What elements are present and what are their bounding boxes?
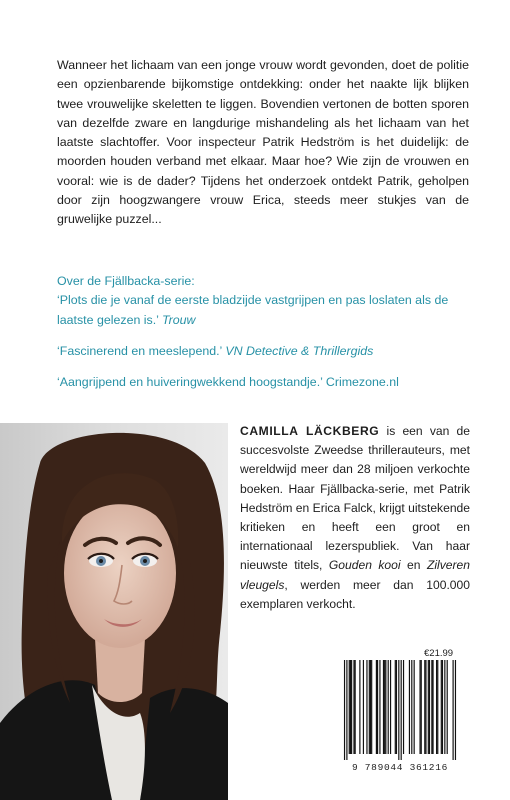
review-quotes [57,272,477,392]
barcode-bar [379,660,380,754]
barcode-bar [428,660,429,754]
barcode-bar [455,660,456,760]
barcode-bar [377,660,378,754]
barcode-bar [432,660,433,754]
barcode-bar [411,660,412,754]
review-quote-1 [57,291,477,330]
barcode-bar [383,660,384,754]
barcode-bar [359,660,360,754]
barcode-bar [351,660,352,754]
barcode-bar [390,660,391,754]
barcode-bar [421,660,422,754]
barcode-bar [369,660,370,754]
barcode-bar [353,660,354,754]
barcode-bar [376,660,377,754]
review-quote-2-text: ‘Fascinerend en meeslepend.’ [57,343,222,358]
barcode-bar [350,660,351,754]
review-quote-2-source: VN Detective & Thrillergids [225,343,374,358]
barcode-bar [425,660,426,754]
barcode-bar [344,660,345,760]
barcode-bar [414,660,415,754]
book-title-1: Gouden kooi [328,558,401,573]
review-quote-2 [57,342,477,361]
barcode-bar [363,660,364,754]
barcode-bar [429,660,430,754]
barcode-bar [441,660,442,754]
barcode-bar [444,660,445,754]
author-bio [240,422,470,614]
review-quote-3 [57,373,477,392]
barcode-bar [370,660,371,754]
barcode-bar [437,660,438,754]
barcode-bar [453,660,454,760]
barcode-bar [366,660,367,754]
barcode-bar [385,660,386,754]
barcode-bar [419,660,420,754]
barcode-bar [401,660,402,760]
barcode-bar [442,660,443,754]
author-name: CAMILLA LÄCKBERG [240,424,380,438]
barcode-digits: 9 789044 361216 [351,762,448,773]
review-quote-1-source: Trouw [161,312,196,327]
back-cover-blurb: Wanneer het lichaam van een jonge vrouw wordt gevonden, doet de politie een opzienbarende bijkomstige ontdekking: onder het naakte lijk blijken twee vrouwelijke skeletten te liggen. Bovendien vertonen de botten sporen van dezelfde zware en langdurige mishandeling als het lichaam van het laatste slachtoffer. Voor inspecteur Patrik Hedström is het duidelijk: de moorden houden verband met elkaar. Maar hoe? Wie zijn de vrouwen en vooral: wie is de dader? Tijdens het onderzoek ontdekt Patrik, geholpen door zijn hoogzwangere vrouw Erica, steeds meer stukjes van de gruwelijke puzzel... [57,58,469,227]
barcode-bar [403,660,404,754]
barcode-bar [436,660,437,754]
barcode-bars [339,660,461,760]
book-title-2: Zilveren vleugels [240,558,470,592]
barcode-bar [355,660,356,754]
author-photo [0,423,228,800]
review-quote-1-text: ‘Plots die je vanaf de eerste bladzijde vastgrijpen en pas loslaten als de laatste gelezen is.’ [57,293,449,327]
review-quote-3-source: Crimezone.nl [325,375,399,390]
barcode-bar [409,660,410,754]
barcode-bar [396,660,397,754]
author-bio-text-a: is een van de succesvolste Zweedse thrillerauteurs, met wereldwijd meer dan 28 miljoen verkochte boeken. Haar Fjällbacka-serie, met Patrik Hedström en Erica Falck, krijgt uitstekende kritieken en heeft een groot en internationaal lezerspubliek. Van haar nieuwste titels, [240,424,471,573]
author-portrait-illustration [0,423,228,800]
price-label: €21.99 [424,648,454,659]
barcode-bar [349,660,350,754]
barcode-bar [384,660,385,754]
series-intro: Over de Fjällbacka-serie: [57,274,195,288]
barcode-bar [431,660,432,754]
review-quote-3-text: ‘Aangrijpend en huiveringwekkend hoogstandje.’ [57,375,323,390]
barcode-bar [388,660,389,754]
barcode-bar [346,660,347,760]
barcode-bar [398,660,399,760]
barcode-bar [447,660,448,754]
isbn-barcode [339,660,461,775]
barcode-bar [424,660,425,754]
barcode-bar [395,660,396,754]
barcode-bar [371,660,372,754]
author-bio-text-c: , werden meer dan 100.000 exemplaren verkocht. [240,577,470,611]
author-bio-text-b: en [400,558,427,573]
